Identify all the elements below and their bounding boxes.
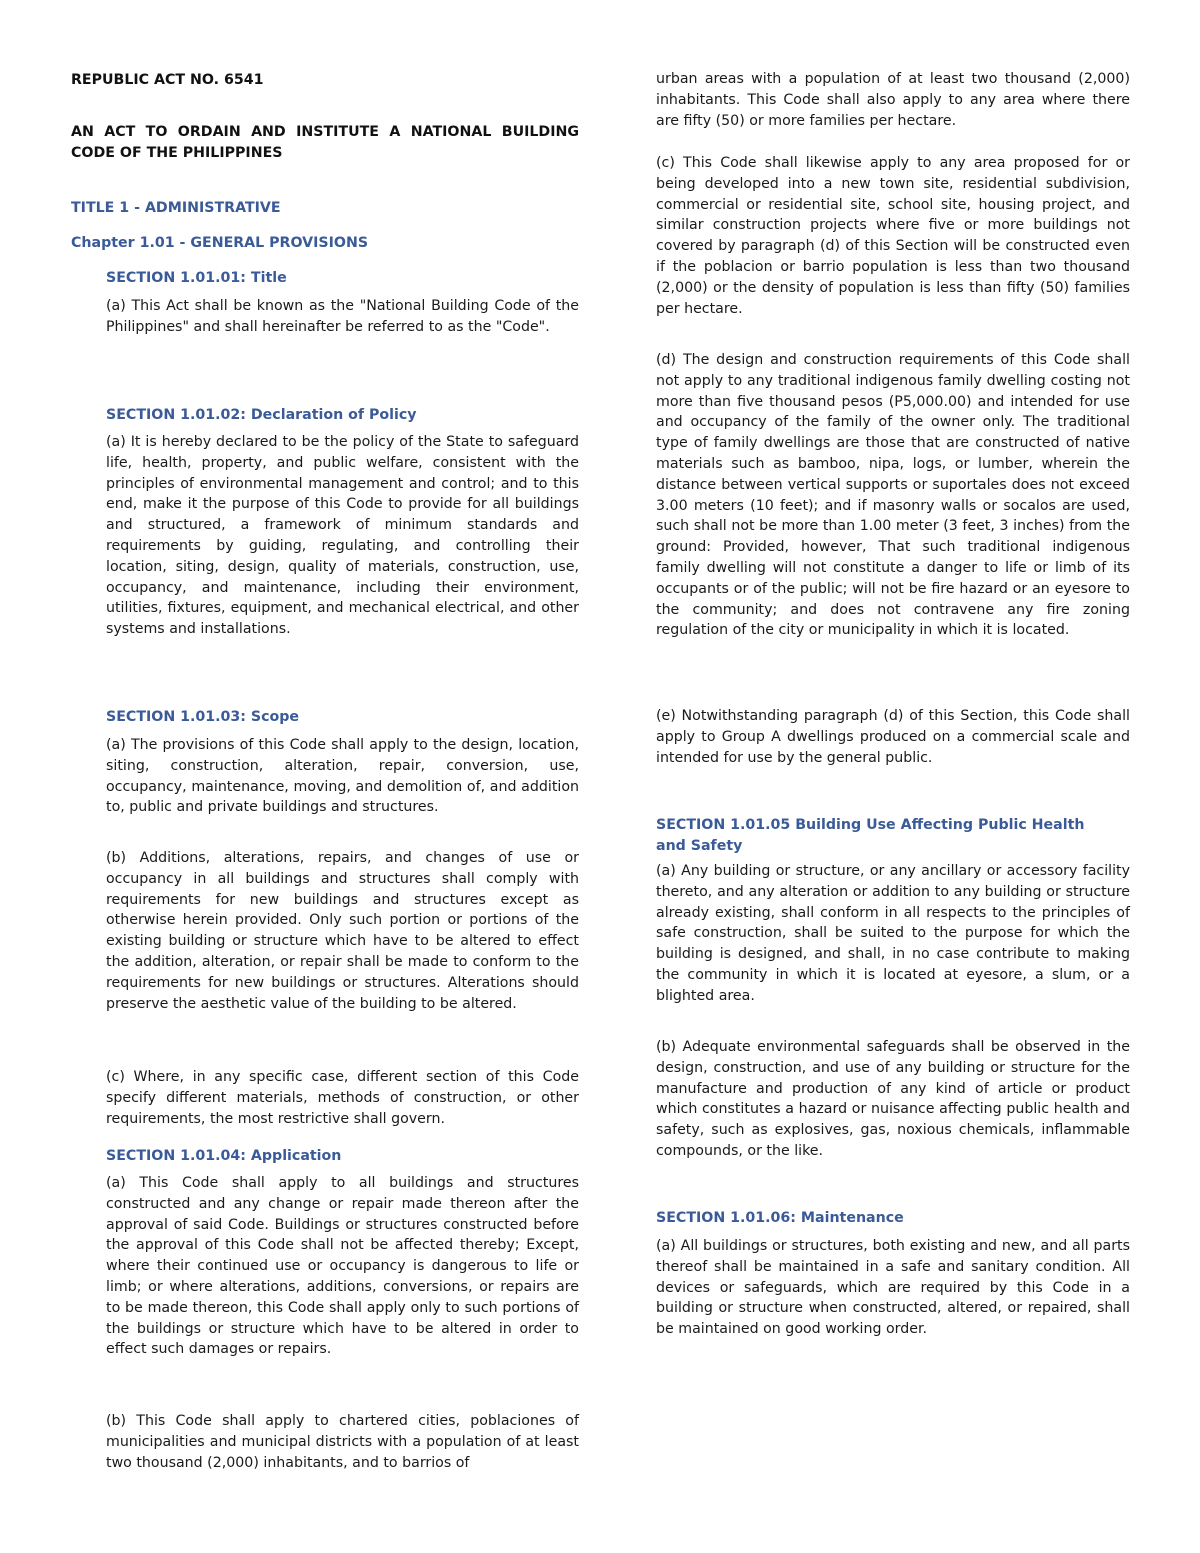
section-scope-para-c: (c) Where, in any specific case, different section of this Code specify different materials, methods of construction, or other requirements, the most restrictive shall govern. — [106, 1069, 579, 1127]
section-building-use-para-b: (b) Adequate environmental safeguards shall be observed in the design, construction, and use of any building or structure for the manufacture and production of any kind of article or product which constitutes a hazard or nuisance affecting public health and safety, such as explosives, gas, noxious chemicals, inflammable compounds, or the like. — [656, 1039, 1130, 1159]
section-heading-scope: SECTION 1.01.03: Scope — [106, 709, 300, 725]
act-number: REPUBLIC ACT NO. 6541 — [71, 72, 264, 88]
section-application-para-a: (a) This Code shall apply to all buildings and structures constructed and any change or repair made thereon after the approval of said Code. Buildings or structures constructed before the approval of this Code shall not be affected thereby; Except, where their continued use or occupancy is dangerous to life or limb; or where alterations, additions, conversions, or repairs are to be made thereon, this Code shall apply only to such portions of the buildings or structure which have to be altered in order to effect such damages or repairs. — [106, 1175, 579, 1358]
section-scope-para-b: (b) Additions, alterations, repairs, and changes of use or occupancy in all buildings and structures shall comply with requirements for new buildings and structures except as otherwise herein provided. Only such portion or portions of the existing building or structure which have to be altered to effect the addition, alteration, or repair shall be made to conform to the requirements for new buildings or structures. Alterations should preserve the aesthetic value of the building to be altered. — [106, 850, 579, 1012]
chapter-heading: Chapter 1.01 - GENERAL PROVISIONS — [71, 235, 369, 251]
title-heading: TITLE 1 - ADMINISTRATIVE — [71, 200, 281, 216]
section-heading-building-use: SECTION 1.01.05 Building Use Affecting Public Health and Safety — [656, 817, 1085, 854]
section-application-para-c: (c) This Code shall likewise apply to any area proposed for or being developed into a new town site, residential subdivision, commercial or residential site, school site, housing project, and similar construction projects where five or more buildings not covered by paragraph (d) of this Section will be constructed even if the poblacion or barrio population is less than two thousand (2,000) or the density of population is less than fifty (50) families per hectare. — [656, 155, 1130, 317]
section-heading-application: SECTION 1.01.04: Application — [106, 1148, 342, 1164]
section-heading-policy: SECTION 1.01.02: Declaration of Policy — [106, 407, 417, 423]
section-application-para-d: (d) The design and construction requirements of this Code shall not apply to any traditional indigenous family dwelling costing not more than five thousand pesos (P5,000.00) and intended for use and occupancy of the family of the owner only. The traditional type of family dwellings are those that are constructed of native materials such as bamboo, nipa, logs, or lumber, wherein the distance between vertical supports or suportales does not exceed 3.00 meters (10 feet); and if masonry walls or socalos are used, such shall not be more than 1.00 meter (3 feet, 3 inches) from the ground: Provided, however, That such traditional indigenous family dwelling will not constitute a danger to life or limb of its occupants or of the public; will not be fire hazard or an eyesore to the community; and does not contravene any fire zoning regulation of the city or municipality in which it is located. — [656, 352, 1130, 639]
section-application-para-e: (e) Notwithstanding paragraph (d) of this Section, this Code shall apply to Group A dwellings produced on a commercial scale and intended for use by the general public. — [656, 708, 1130, 766]
section-heading-maintenance: SECTION 1.01.06: Maintenance — [656, 1210, 904, 1226]
section-maintenance-para-a: (a) All buildings or structures, both existing and new, and all parts thereof shall be maintained in a safe and sanitary condition. All devices or safeguards, which are required by this Code in a building or structure when constructed, altered, or repaired, shall be maintained on good working order. — [656, 1238, 1130, 1338]
section-heading-title: SECTION 1.01.01: Title — [106, 270, 287, 286]
act-title: AN ACT TO ORDAIN AND INSTITUTE A NATIONAL BUILDING CODE OF THE PHILIPPINES — [71, 124, 579, 161]
section-title-para-a: (a) This Act shall be known as the "National Building Code of the Philippines" and shall hereinafter be referred to as the "Code". — [106, 298, 579, 335]
section-policy-para-a: (a) It is hereby declared to be the policy of the State to safeguard life, health, property, and public welfare, consistent with the principles of environmental management and control; and to this end, make it the purpose of this Code to provide for all buildings and structured, a framework of minimum standards and requirements by guiding, regulating, and controlling their location, siting, design, quality of materials, construction, use, occupancy, and maintenance, including their environment, utilities, fixtures, equipment, and mechanical electrical, and other systems and installations. — [106, 434, 579, 638]
section-building-use-para-a: (a) Any building or structure, or any ancillary or accessory facility thereto, and any alteration or addition to any building or structure already existing, shall conform in all respects to the principles of safe construction, shall be suited to the purpose for which the building is designed, and shall, in no case contribute to making the community in which it is located at eyesore, a slum, or a blighted area. — [656, 863, 1130, 1004]
section-scope-para-a: (a) The provisions of this Code shall apply to the design, location, siting, construction, alteration, repair, conversion, use, occupancy, maintenance, moving, and demolition of, and addition to, public and private buildings and structures. — [106, 737, 579, 816]
section-application-para-b-cont: urban areas with a population of at least two thousand (2,000) inhabitants. This Code shall also apply to any area where there are fifty (50) or more families per hectare. — [656, 71, 1130, 129]
section-application-para-b-start: (b) This Code shall apply to chartered cities, poblaciones of municipalities and municipal districts with a population of at least two thousand (2,000) inhabitants, and to barrios of — [106, 1413, 579, 1471]
